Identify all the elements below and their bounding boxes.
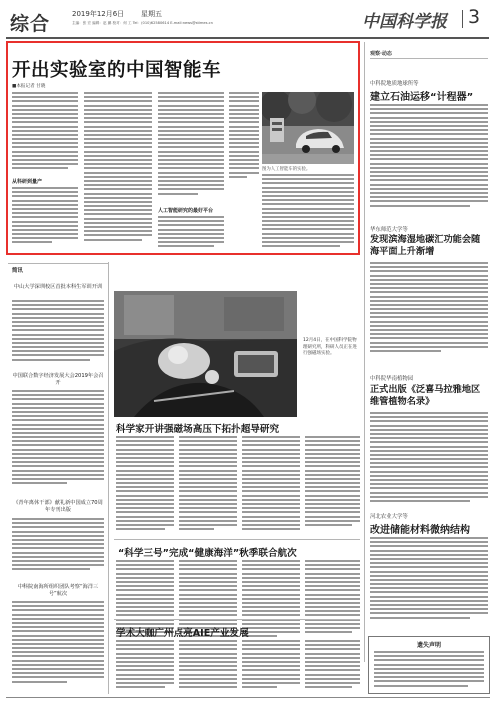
right-story4-kicker: 河北农业大学等	[370, 514, 408, 520]
masthead	[0, 0, 495, 40]
mid-story1-headline: 科学家开讲强磁场高压下拓扑超导研究	[116, 424, 280, 435]
lead-text-col-4	[229, 92, 259, 184]
lead-photo-caption: 图为人工智能车的实验。	[262, 167, 311, 172]
mid-story1-col-4	[305, 436, 360, 536]
lab-photo-caption: 12月4日，在中国科学院物理研究所，科研人员正在进行强磁场实验。	[303, 338, 357, 356]
brief3-title: 《青年离休干部》献礼新中国成立70周年专刊出版	[13, 500, 103, 513]
mid-story3-col-4	[305, 640, 360, 694]
left-column-rule	[108, 262, 109, 694]
mid-story3-col-1	[116, 640, 174, 694]
section-tag: 综合	[10, 13, 51, 35]
brief2-text	[12, 390, 104, 494]
lead-story-headline: 开出实验室的中国智能车	[12, 60, 222, 81]
lead-photo-autonomous-car	[262, 92, 354, 164]
mid-story3-col-2	[179, 640, 237, 694]
lab-photo	[114, 291, 297, 417]
right-story2-text	[370, 262, 488, 358]
right-story2-headline: 发现滨海湿地碳汇功能会随海平面上升渐增	[370, 234, 481, 257]
brief1-text	[12, 300, 104, 366]
mid-story2-col-4	[305, 560, 360, 646]
mid-story2-col-3	[242, 560, 300, 646]
mid-story1-col-2	[179, 436, 237, 536]
brief3-text	[12, 518, 104, 578]
brief4-title: 中科院南海所组织团队考察“海洋三号”航次	[17, 584, 99, 597]
right-story1-headline: 建立石油运移“计程器”	[370, 92, 474, 103]
mid-story3-col-3	[242, 640, 300, 694]
lead-subhead-2: 人工智能研究的最好平台	[158, 208, 214, 214]
lead-text-col-1b	[12, 187, 78, 249]
right-column-rule	[364, 42, 365, 662]
lead-subhead-1: 从科研到量产	[12, 179, 43, 185]
right-story3-headline: 正式出版《泛喜马拉雅地区维管植物名录》	[370, 384, 481, 407]
mid-story1-rule	[114, 539, 360, 540]
brief2-title: 中国联合数字经济发展大会2019年会召开	[12, 373, 104, 386]
left-column-top-rule	[8, 263, 108, 264]
notice-box	[368, 636, 490, 694]
paper-name: 中国科学报	[362, 12, 447, 32]
left-column-label: 简讯	[12, 268, 23, 274]
issue-weekday: 星期五	[141, 10, 162, 18]
lead-text-col-1	[12, 92, 78, 176]
mid-story2-headline: “科学三号”完成“健康海洋”秋季联合航次	[118, 548, 297, 559]
lead-story-byline: ■本报记者 甘晓	[12, 84, 46, 89]
editor-line: 主编：张 宏 编辑：赵 鹏 校对：何 工 Tel：(010)62580614 E-mail:news@stimes.cn	[72, 21, 213, 25]
right-kicker-rule	[370, 58, 488, 59]
mid-story1-col-1	[116, 436, 174, 536]
mid-story3-headline: 学术大咖广州点亮AIE产业发展	[116, 628, 249, 639]
issue-date: 2019年12月6日	[72, 10, 125, 18]
page-number-divider	[462, 10, 463, 28]
lead-text-col-3	[158, 92, 224, 205]
right-story3-text	[370, 412, 488, 508]
right-story1-kicker: 中科院地质地球所等	[370, 81, 419, 87]
lead-text-col-5	[262, 174, 354, 250]
right-story4-text	[370, 537, 488, 627]
brief4-text	[12, 601, 104, 693]
right-story1-text	[370, 104, 488, 212]
right-story4-headline: 改进储能材料微纳结构	[370, 525, 470, 536]
notice-text	[374, 651, 484, 691]
brief1-title: 中山大学深圳校区首批本科生军训开训	[13, 284, 103, 290]
lead-text-col-3b	[158, 216, 224, 250]
masthead-rule	[6, 37, 489, 39]
notice-title: 遗失声明	[416, 642, 441, 649]
mid-story1-col-3	[242, 436, 300, 536]
page-bottom-rule	[6, 697, 490, 698]
right-story3-kicker: 中科院华南植物园	[370, 376, 414, 382]
lead-text-col-2	[84, 92, 152, 249]
right-kicker-label: 观察·动态	[370, 51, 392, 57]
page-number: 3	[468, 6, 481, 28]
right-story2-kicker: 华东师范大学等	[370, 227, 408, 233]
mid-story2-rule	[114, 619, 360, 620]
